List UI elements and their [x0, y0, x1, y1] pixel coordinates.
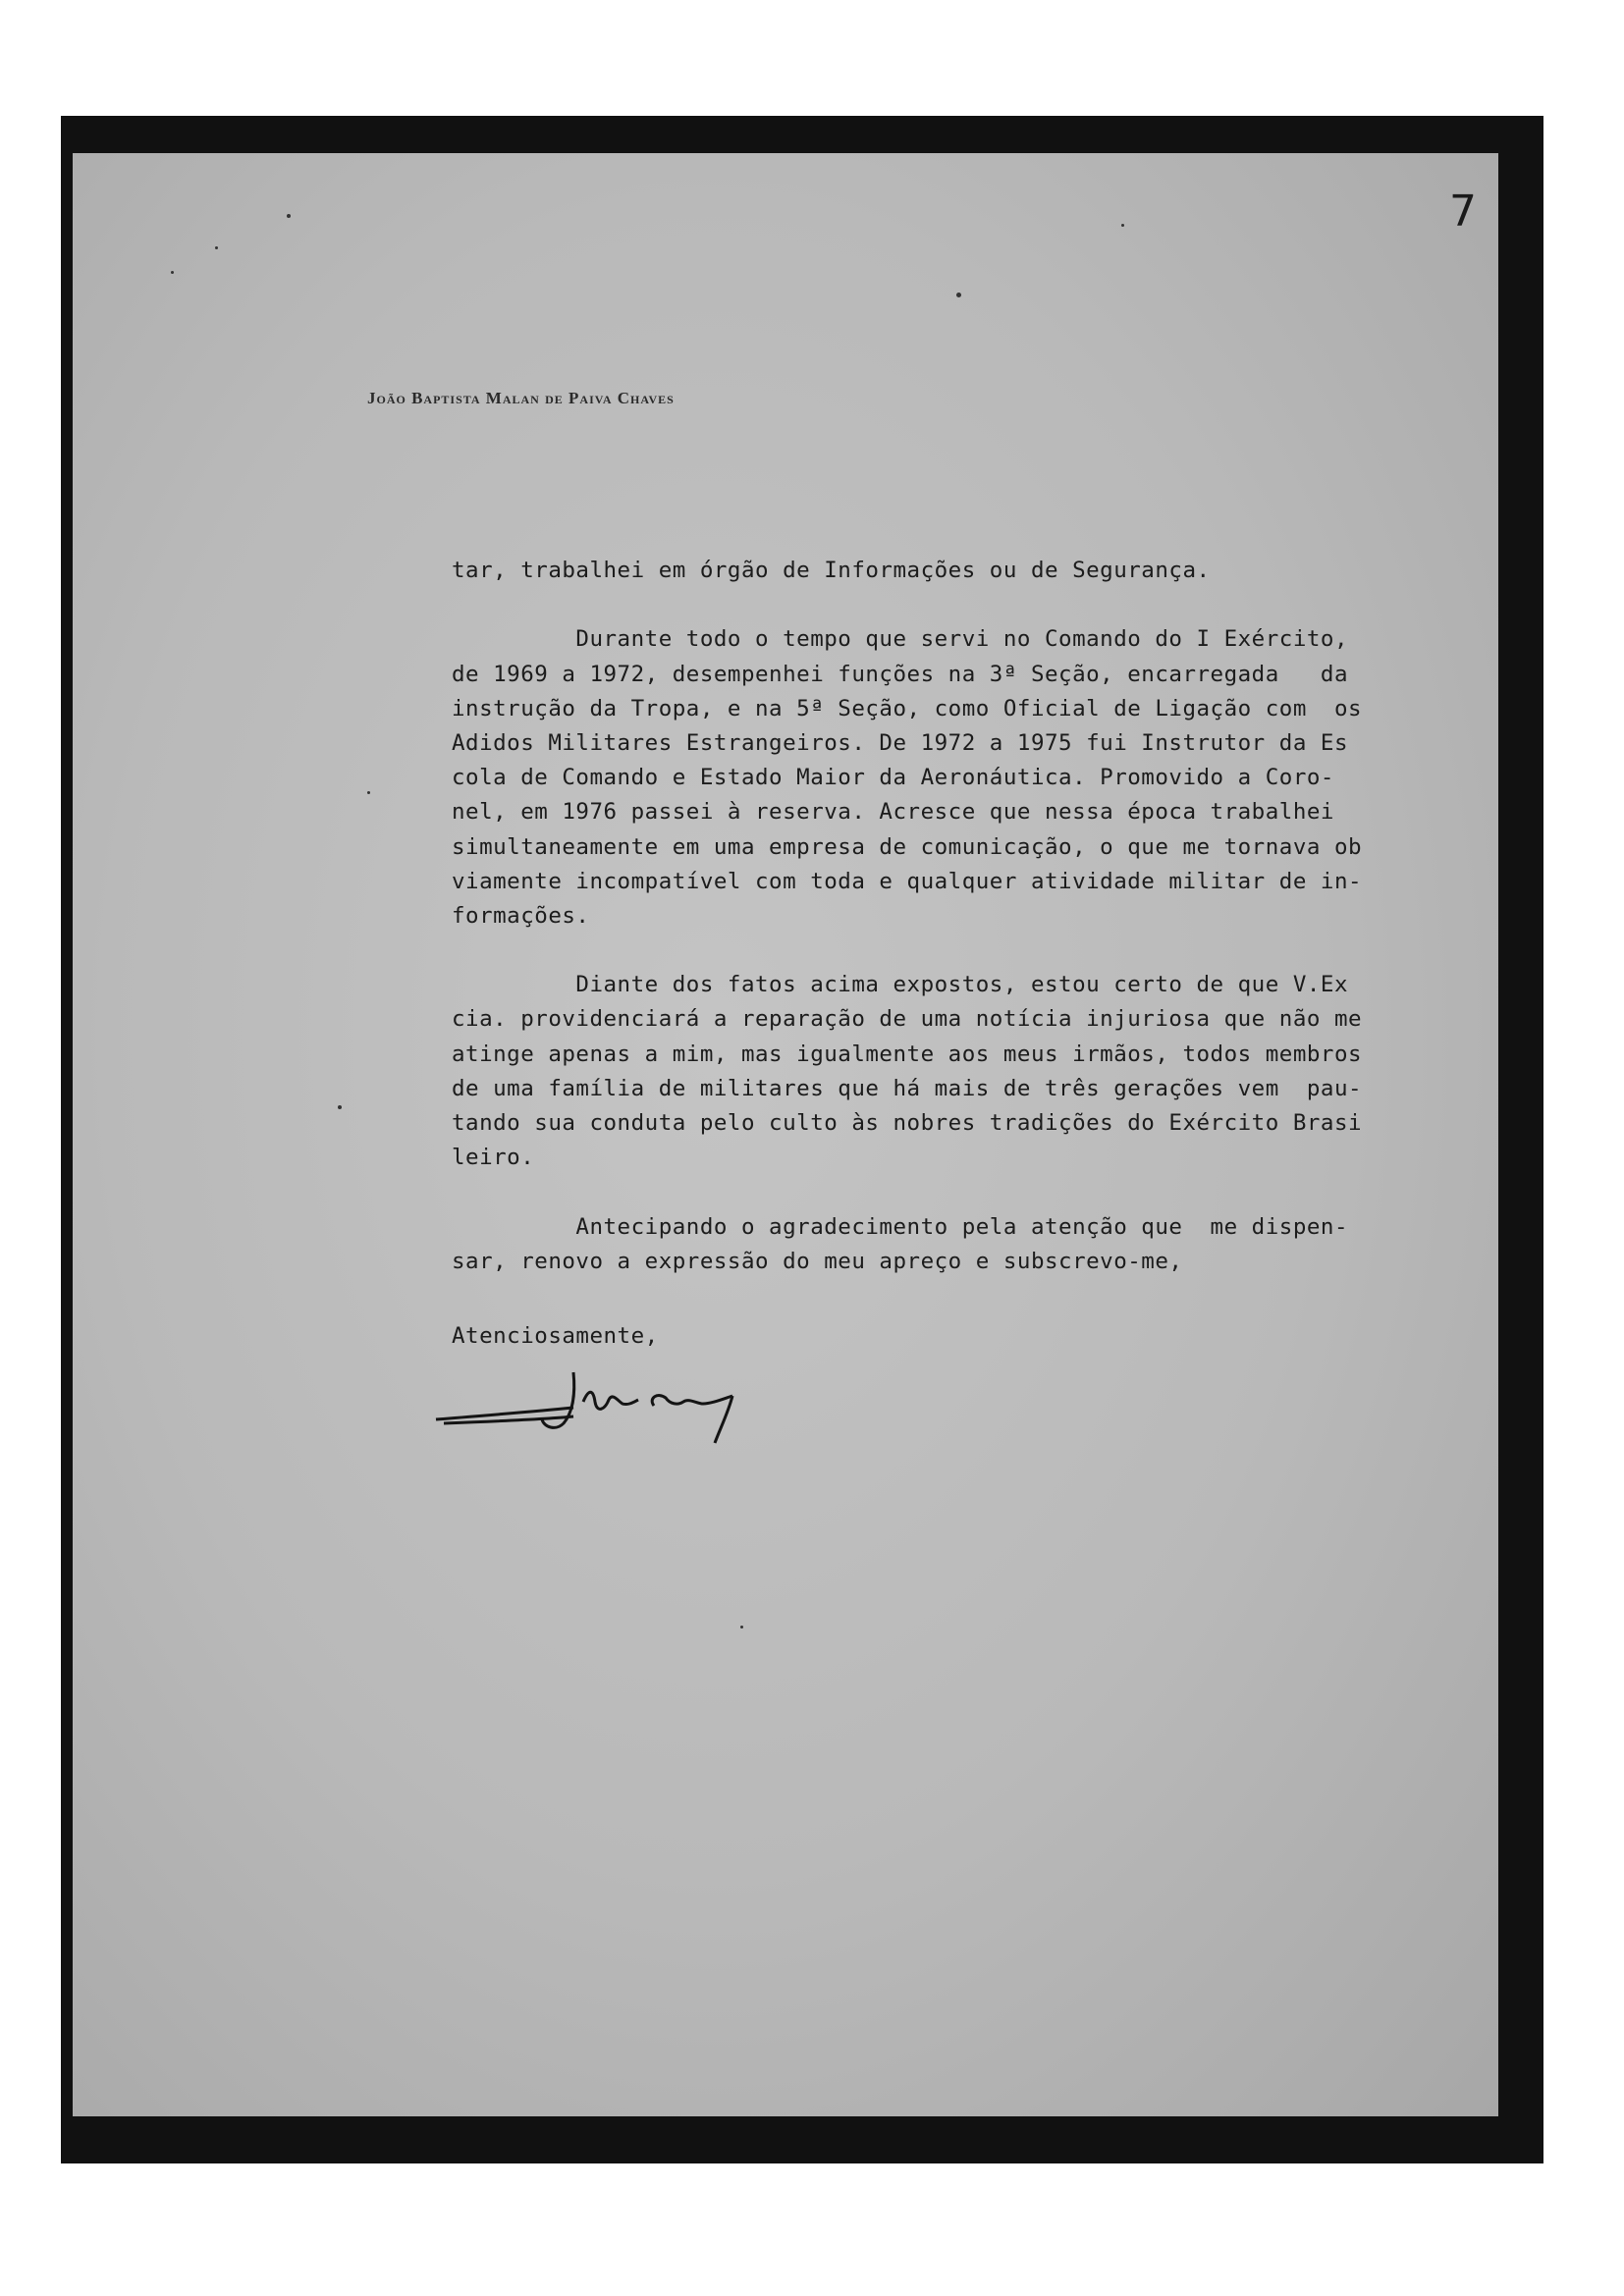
- body-line: simultaneamente em uma empresa de comunicação, o que me tornava ob: [452, 833, 1363, 860]
- handwritten-signature: [426, 1362, 780, 1451]
- scan-speck: [740, 1626, 743, 1629]
- letter-body: [452, 554, 1483, 1279]
- closing-salutation: Atenciosamente,: [452, 1323, 659, 1349]
- body-line: atinge apenas a mim, mas igualmente aos meus irmãos, todos membros: [452, 1041, 1363, 1067]
- body-line: cola de Comando e Estado Maior da Aeronáutica. Promovido a Coro-: [452, 765, 1334, 791]
- scan-speck: [367, 791, 370, 794]
- scan-speck: [287, 214, 291, 218]
- page-number: 7: [1449, 187, 1477, 237]
- body-line: tando sua conduta pelo culto às nobres tradições do Exército Brasi: [452, 1110, 1363, 1136]
- body-line: Durante todo o tempo que servi no Comando do I Exército,: [452, 626, 1348, 653]
- body-line: Antecipando o agradecimento pela atenção que me dispen-: [452, 1213, 1348, 1240]
- body-line: Adidos Militares Estrangeiros. De 1972 a 1975 fui Instrutor da Es: [452, 729, 1348, 756]
- body-line: instrução da Tropa, e na 5ª Seção, como Oficial de Ligação com os: [452, 695, 1363, 721]
- body-line: [452, 588, 1483, 622]
- scan-frame: [61, 116, 1543, 2163]
- body-line: tar, trabalhei em órgão de Informações ou de Segurança.: [452, 558, 1211, 583]
- body-line: cia. providenciará a reparação de uma notícia injuriosa que não me: [452, 1006, 1363, 1033]
- body-line: formações.: [452, 902, 590, 929]
- body-line: sar, renovo a expressão do meu apreço e subscrevo-me,: [452, 1248, 1183, 1274]
- body-line: leiro.: [452, 1145, 535, 1171]
- body-line: viamente incompatível com toda e qualquer atividade militar de in-: [452, 868, 1363, 894]
- letter-paper: [73, 153, 1498, 2116]
- scan-speck: [338, 1105, 342, 1109]
- body-line: [452, 1175, 1483, 1209]
- body-line: de uma família de militares que há mais de três gerações vem pau-: [452, 1075, 1363, 1101]
- body-line: Diante dos fatos acima expostos, estou certo de que V.Ex: [452, 972, 1348, 998]
- scan-speck: [956, 293, 961, 297]
- scan-speck: [1121, 224, 1124, 227]
- body-line: de 1969 a 1972, desempenhei funções na 3ª Seção, encarregada da: [452, 661, 1348, 687]
- body-line: [452, 934, 1483, 968]
- scan-speck: [171, 271, 174, 274]
- scan-speck: [215, 246, 218, 249]
- body-line: nel, em 1976 passei à reserva. Acresce que nessa época trabalhei: [452, 799, 1334, 826]
- letterhead: João Baptista Malan de Paiva Chaves: [367, 389, 675, 407]
